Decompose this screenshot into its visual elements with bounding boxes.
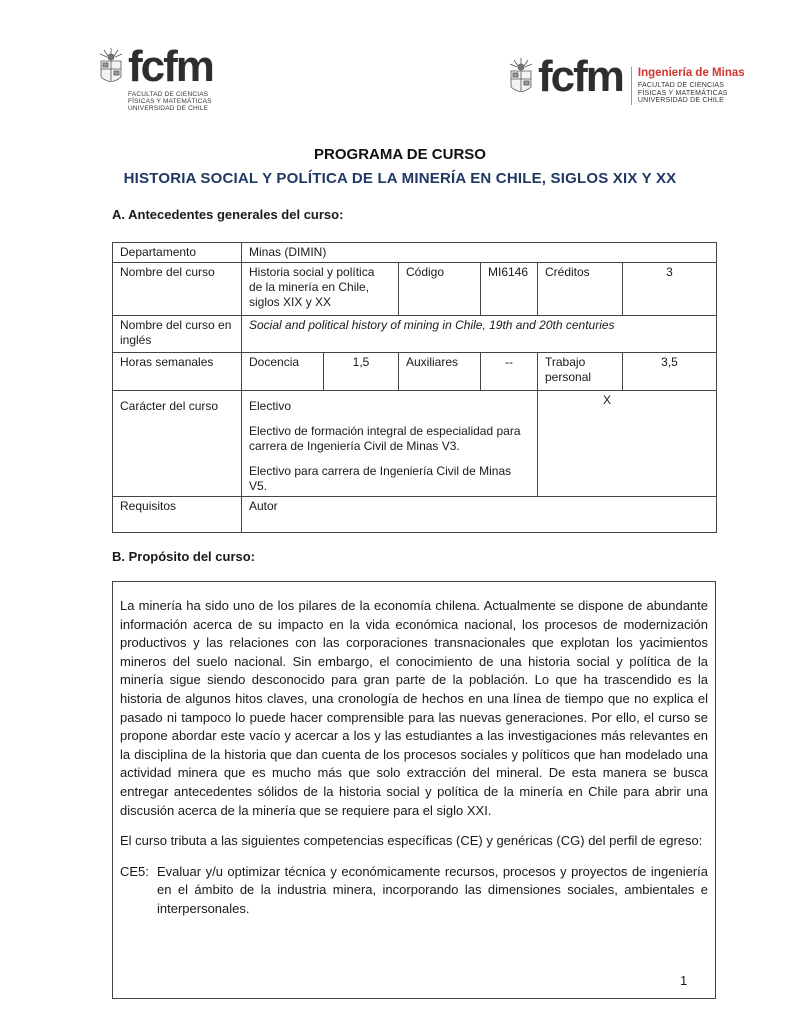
trabajo-value: 3,5 xyxy=(623,353,717,391)
requisitos-label: Requisitos xyxy=(113,497,242,533)
caracter-value: Electivo Electivo de formación integral de especialidad para carrera de Ingeniería Civil de Minas V3. Electivo para carrera de Ingeniería Civil de Minas V5. xyxy=(242,391,538,497)
course-info-table xyxy=(112,242,717,533)
caracter-mark: X xyxy=(538,391,717,497)
creditos-label: Créditos xyxy=(538,263,623,316)
table-row xyxy=(113,497,717,533)
nombre-label: Nombre del curso xyxy=(113,263,242,316)
faculty-name: FACULTAD DE CIENCIAS FÍSICAS Y MATEMÁTICAS UNIVERSIDAD DE CHILE xyxy=(637,82,728,104)
section-b-heading: B. Propósito del curso: xyxy=(112,549,256,564)
codigo-value: MI6146 xyxy=(481,263,538,316)
fcfm-wordmark: fcfm xyxy=(538,52,623,101)
course-title: HISTORIA SOCIAL Y POLÍTICA DE LA MINERÍA EN CHILE, SIGLOS XIX Y XX xyxy=(123,170,677,187)
table-row xyxy=(113,263,717,316)
table-row xyxy=(113,391,717,497)
competencies-intro: El curso tributa a las siguientes competencias específicas (CE) y genéricas (CG) del perfil de egreso: xyxy=(120,833,703,849)
competency-ce5 xyxy=(120,863,708,919)
caracter-label: Carácter del curso xyxy=(113,391,242,497)
departamento-value: Minas (DIMIN) xyxy=(242,243,717,263)
section-a-heading: A. Antecedentes generales del curso: xyxy=(112,207,344,222)
department-name: Ingeniería de Minas xyxy=(637,67,745,79)
departamento-label: Departamento xyxy=(113,243,242,263)
ce5-label: CE5: xyxy=(120,863,149,879)
requisitos-value: Autor xyxy=(242,497,717,533)
table-row xyxy=(113,243,717,263)
purpose-box xyxy=(112,581,716,999)
fcfm-logo-right xyxy=(508,52,745,105)
table-row xyxy=(113,316,717,353)
auxiliares-label: Auxiliares xyxy=(399,353,481,391)
ce5-text: Evaluar y/u optimizar técnica y económicamente recursos, procesos y proyectos de ingeniería en el ámbito de la industria minera, incorporando las dimensiones sociales, ambientales e interpersonales. xyxy=(157,863,708,916)
docencia-label: Docencia xyxy=(242,353,324,391)
fcfm-logo-left xyxy=(98,42,213,112)
docencia-value: 1,5 xyxy=(324,353,399,391)
document-title: PROGRAMA DE CURSO xyxy=(314,146,486,163)
faculty-name: FACULTAD DE CIENCIAS FÍSICAS Y MATEMÁTICAS UNIVERSIDAD DE CHILE xyxy=(128,91,212,112)
university-seal-icon xyxy=(508,57,534,97)
ingles-value: Social and political history of mining in Chile, 19th and 20th centuries xyxy=(242,316,717,353)
trabajo-label: Trabajo personal xyxy=(538,353,623,391)
university-seal-icon xyxy=(98,47,124,87)
purpose-paragraph: La minería ha sido uno de los pilares de la economía chilena. Actualmente se dispone de abundante información acerca de su impacto en la vida económica nacional, los procesos de modernización productivos y las relaciones con las corporaciones transnacionales que explotan los yacimientos mineros del suelo nacional. Sin embargo, el conocimiento de una historia social y política de la minería sigue siendo desconocido para gran parte de la población. Lo que ha trascendido es la historia de algunos hitos claves, una cronología de hechos en una línea de tiempo que no explica el pasado ni tampoco lo puede hacer comprensible para las nuevas generaciones. Por ello, el curso se propone abordar este vacío y acercar a los y las estudiantes a las investigaciones más relevantes en la disciplina de la historia que dan cuenta de los procesos sociales y políticos que han modelado una actividad minera que es mucho más que solo extracción del mineral. De esta manera se busca entregar antecedentes sólidos de la historia social y política de la minería en Chile para abrir una discusión acerca de la minería que se requiere para el siglo XXI. xyxy=(120,598,708,818)
table-row xyxy=(113,353,717,391)
codigo-label: Código xyxy=(399,263,481,316)
horas-label: Horas semanales xyxy=(113,353,242,391)
fcfm-wordmark: fcfm xyxy=(128,42,213,91)
auxiliares-value: -- xyxy=(481,353,538,391)
ingles-label: Nombre del curso en inglés xyxy=(113,316,242,353)
department-block xyxy=(631,67,745,105)
nombre-value: Historia social y política de la minería en Chile, siglos XIX y XX xyxy=(242,263,399,316)
page-number: 1 xyxy=(680,973,688,988)
creditos-value: 3 xyxy=(623,263,717,316)
